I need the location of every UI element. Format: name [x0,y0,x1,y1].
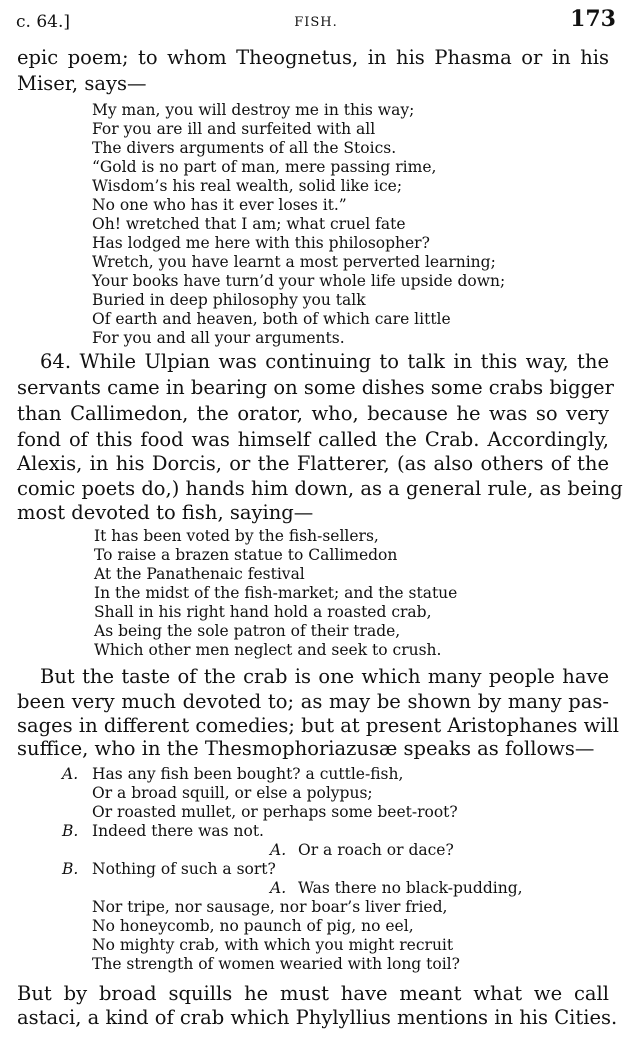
dialogue-text: Was there no black-pudding, [298,879,523,897]
dialogue-text: Nothing of such a sort? [92,860,276,878]
speaker-label: B. [62,860,79,878]
verse-line: Your books have turn’d your whole life upside down; [92,272,506,290]
verse-line: Buried in deep philosophy you talk [92,291,366,309]
verse-line: Wisdom’s his real wealth, solid like ice; [92,177,403,195]
speaker-label: B. [62,822,79,840]
dialogue-line [62,822,264,840]
dialogue-text: No mighty crab, with which you might recruit [92,936,454,954]
dialogue-line [62,860,276,878]
dialogue-text: Has any fish been bought? a cuttle-fish, [92,765,404,783]
prose-line: suffice, who in the Thesmophoriazusæ speaks as follows— [17,737,595,760]
prose-line: been very much devoted to; as may be shown by many pas- [17,690,609,713]
dialogue-line [270,841,454,859]
speaker-label: A. [62,765,79,783]
prose-line: Miser, says— [17,72,147,95]
dialogue-text: Or a roach or dace? [298,841,454,859]
prose-line: comic poets do,) hands him down, as a general rule, as being [17,477,623,500]
prose-line: most devoted to fish, saying— [17,501,314,524]
dialogue-text: Indeed there was not. [92,822,264,840]
prose-line: epic poem; to whom Theognetus, in his Phasma or in his [17,46,609,69]
verse-line: For you and all your arguments. [92,329,345,347]
verse-line: For you are ill and surfeited with all [92,120,376,138]
dialogue-line [92,936,453,954]
verse-line: To raise a brazen statue to Callimedon [94,546,398,564]
prose-line: But the taste of the crab is one which many people have [40,665,609,688]
verse-line: Which other men neglect and seek to crush. [94,641,442,659]
prose-line: Alexis, in his Dorcis, or the Flatterer, (as also others of the [17,452,609,475]
verse-line: Shall in his right hand hold a roasted crab, [94,603,432,621]
prose-line: than Callimedon, the orator, who, because he was so very [17,402,609,425]
dialogue-line [92,917,414,935]
prose-line: servants came in bearing on some dishes some crabs bigger [17,376,614,399]
verse-line: My man, you will destroy me in this way; [92,101,415,119]
dialogue-text: No honeycomb, no paunch of pig, no eel, [92,917,414,935]
page-header [16,6,616,36]
prose-line: But by broad squills he must have meant what we call [17,982,609,1005]
speaker-label: A. [270,841,287,859]
verse-line: Has lodged me here with this philosopher? [92,234,430,252]
dialogue-text: Or a broad squill, or else a polypus; [92,784,373,802]
speaker-label: A. [270,879,287,897]
running-title: FISH. [294,15,338,30]
dialogue-line [92,803,458,821]
dialogue-text: Nor tripe, nor sausage, nor boar’s liver fried, [92,898,448,916]
verse-line: No one who has it ever loses it.” [92,196,347,214]
verse-line: Oh! wretched that I am; what cruel fate [92,215,406,233]
verse-line: As being the sole patron of their trade, [94,622,401,640]
dialogue-line [92,898,447,916]
section-ref: c. 64.] [16,12,70,32]
dialogue-line [92,955,460,973]
verse-line: The divers arguments of all the Stoics. [92,139,397,157]
verse-line: In the midst of the fish-market; and the statue [94,584,458,602]
verse-line: At the Panathenaic festival [94,565,305,583]
verse-line: Wretch, you have learnt a most perverted learning; [92,253,496,271]
page-number: 173 [570,6,616,32]
prose-line: astaci, a kind of crab which Phylyllius mentions in his Cities. [17,1006,618,1029]
prose-line: sages in different comedies; but at present Aristophanes will [17,714,619,737]
dialogue-text: Or roasted mullet, or perhaps some beet-root? [92,803,458,821]
dialogue-line [270,879,523,897]
dialogue-line [92,784,373,802]
prose-line: fond of this food was himself called the Crab. Accordingly, [17,428,609,451]
verse-line: It has been voted by the fish-sellers, [94,527,379,545]
verse-line: “Gold is no part of man, mere passing rime, [92,158,437,176]
prose-line: 64. While Ulpian was continuing to talk in this way, the [40,350,609,373]
dialogue-text: The strength of women wearied with long toil? [92,955,460,973]
verse-line: Of earth and heaven, both of which care little [92,310,451,328]
dialogue-line [62,765,404,783]
